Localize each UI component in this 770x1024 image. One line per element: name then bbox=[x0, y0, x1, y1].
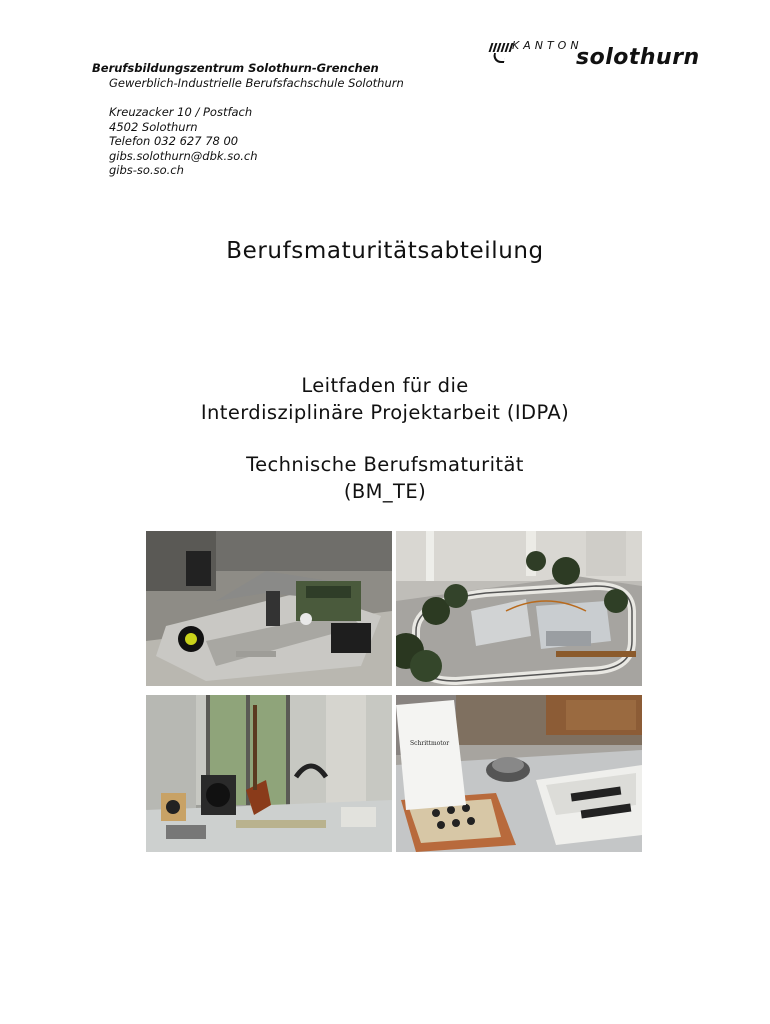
school-department: Gewerblich-Industrielle Berufsfachschule Solothurn bbox=[109, 76, 404, 90]
address-web: gibs-so.so.ch bbox=[109, 163, 184, 178]
photo-model-layout bbox=[396, 531, 642, 686]
department-title: Berufsmaturitätsabteilung bbox=[226, 238, 544, 264]
photo-guitar-project bbox=[146, 695, 392, 852]
logo-wing-icon bbox=[492, 53, 506, 63]
logo-kanton-text: KANTON bbox=[512, 39, 583, 52]
address-email: gibs.solothurn@dbk.so.ch bbox=[109, 148, 258, 163]
address-street: Kreuzacker 10 / Postfach bbox=[109, 105, 253, 119]
project-photo-collage bbox=[146, 531, 642, 852]
address-phone: Telefon 032 627 78 00 bbox=[109, 134, 239, 149]
program-title bbox=[0, 451, 770, 505]
school-address bbox=[109, 105, 258, 178]
logo-bars-icon bbox=[490, 43, 512, 52]
guide-title-line-2: Interdisziplinäre Projektarbeit (IDPA) bbox=[200, 401, 570, 424]
guide-title bbox=[0, 372, 770, 426]
photo-stepper-motor-project bbox=[396, 695, 642, 852]
program-title-line-1: Technische Berufsmaturität bbox=[246, 453, 524, 476]
booklet-title: Schrittmotor bbox=[410, 740, 450, 747]
school-header bbox=[92, 61, 404, 91]
photo-robot-vehicle bbox=[146, 531, 392, 686]
school-name: Berufsbildungszentrum Solothurn-Grenchen bbox=[92, 61, 379, 75]
kanton-solothurn-logo bbox=[490, 38, 720, 72]
address-city: 4502 Solothurn bbox=[109, 119, 198, 134]
logo-solothurn-text: solothurn bbox=[576, 45, 700, 70]
program-title-line-2: (BM_TE) bbox=[343, 480, 427, 503]
guide-title-line-1: Leitfaden für die bbox=[301, 374, 469, 397]
